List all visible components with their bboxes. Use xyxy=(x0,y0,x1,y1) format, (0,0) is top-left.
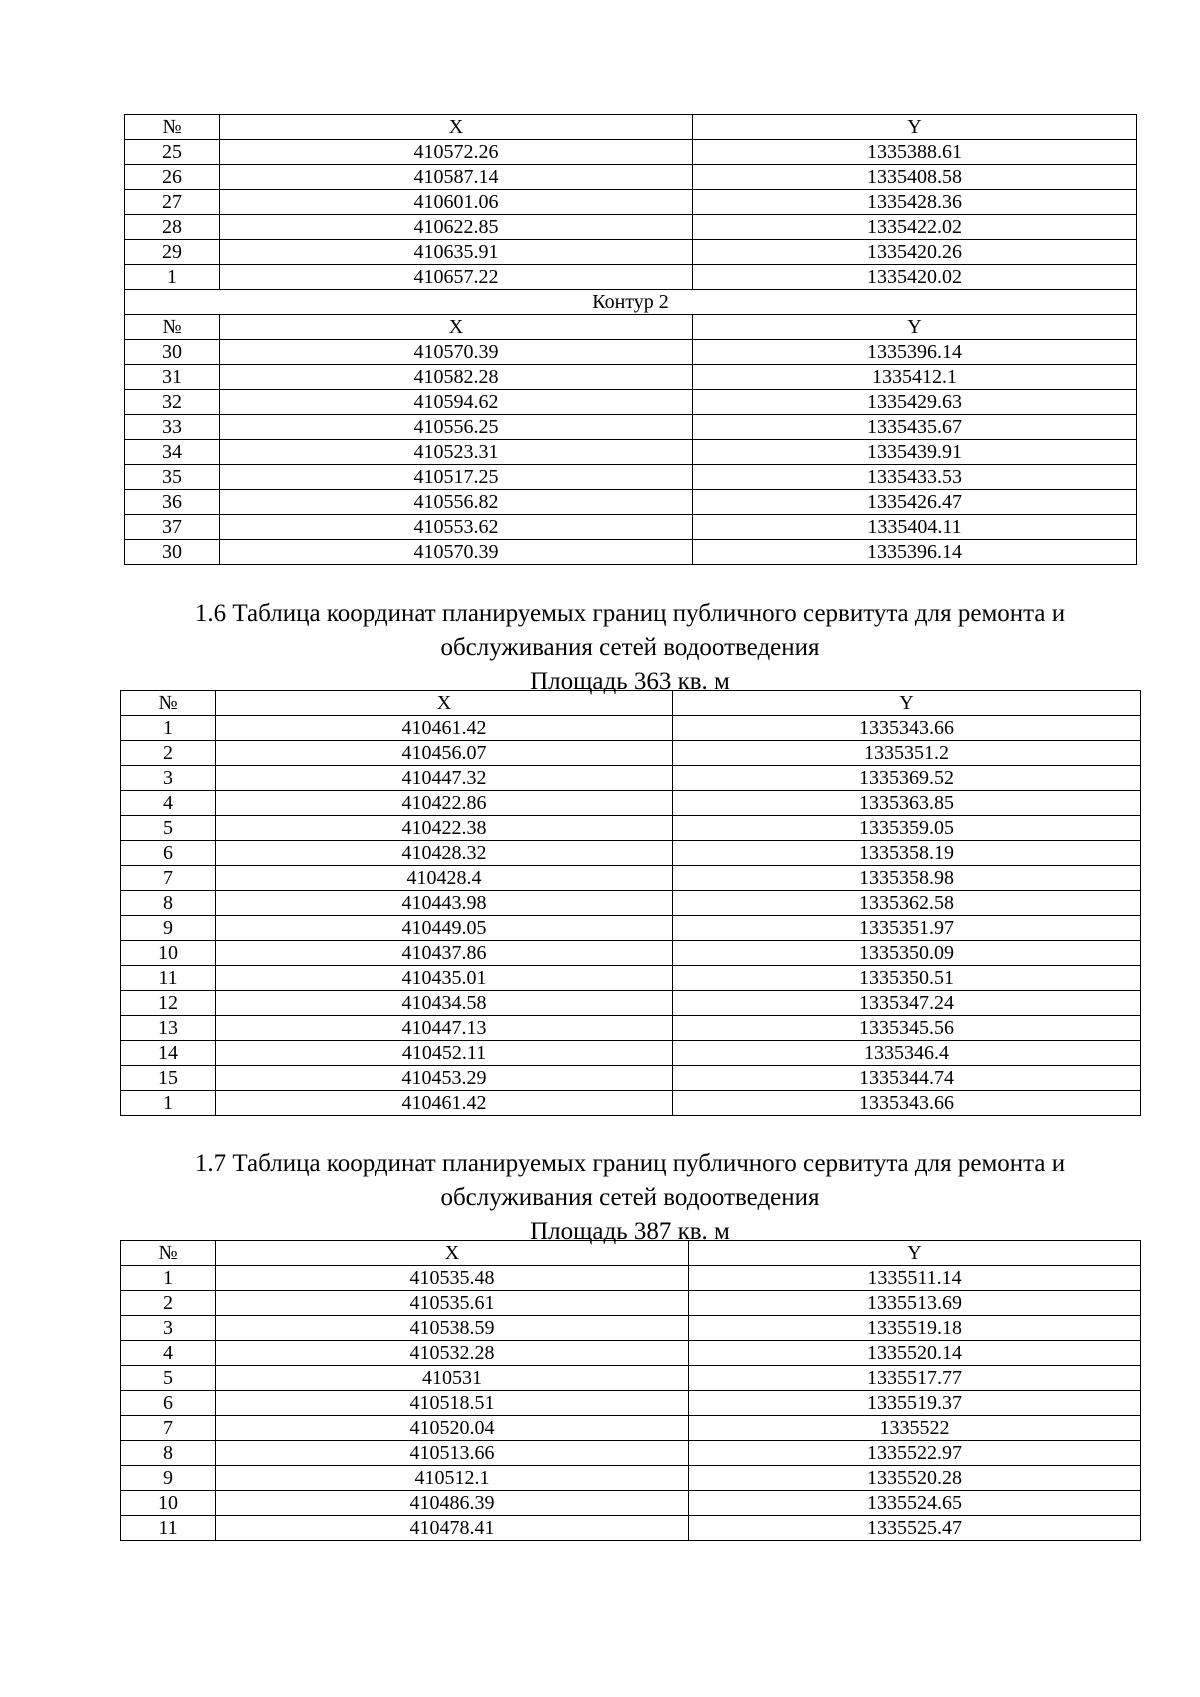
x-coordinate-cell: 410535.61 xyxy=(216,1291,689,1316)
x-coordinate-cell: 410435.01 xyxy=(216,966,673,991)
x-coordinate-cell: 410434.58 xyxy=(216,991,673,1016)
point-number-cell: 27 xyxy=(125,190,220,215)
y-coordinate-cell: 1335359.05 xyxy=(673,816,1141,841)
x-coordinate-cell: 410443.98 xyxy=(216,891,673,916)
y-coordinate-cell: 1335408.58 xyxy=(693,165,1137,190)
point-number-cell: 3 xyxy=(121,1316,216,1341)
table-row xyxy=(125,365,1137,390)
x-coordinate-cell: 410587.14 xyxy=(220,165,693,190)
x-coordinate-cell: 410452.11 xyxy=(216,1041,673,1066)
table-row xyxy=(125,415,1137,440)
coordinates-table-1-7 xyxy=(120,1240,1141,1541)
point-number-cell: 8 xyxy=(121,891,216,916)
x-coordinate-cell: 410456.07 xyxy=(216,741,673,766)
point-number-cell: 29 xyxy=(125,240,220,265)
point-number-cell: 6 xyxy=(121,841,216,866)
y-coordinate-cell: 1335522.97 xyxy=(689,1441,1141,1466)
table-row xyxy=(121,1016,1141,1041)
y-coordinate-cell: 1335358.98 xyxy=(673,866,1141,891)
point-number-cell: № xyxy=(125,315,220,340)
table-row xyxy=(125,440,1137,465)
table-header-row xyxy=(125,315,1137,340)
table-row xyxy=(121,1291,1141,1316)
point-number-cell: 2 xyxy=(121,1291,216,1316)
table-row xyxy=(121,1416,1141,1441)
y-coordinate-cell: 1335362.58 xyxy=(673,891,1141,916)
point-number-cell: 34 xyxy=(125,440,220,465)
y-coordinate-cell: 1335519.18 xyxy=(689,1316,1141,1341)
x-coordinate-cell: 410657.22 xyxy=(220,265,693,290)
y-coordinate-cell: 1335350.51 xyxy=(673,966,1141,991)
y-coordinate-cell: 1335422.02 xyxy=(693,215,1137,240)
point-number-cell: 1 xyxy=(125,265,220,290)
table-row xyxy=(121,1516,1141,1541)
x-coordinate-cell: 410538.59 xyxy=(216,1316,689,1341)
point-number-cell: 33 xyxy=(125,415,220,440)
x-coordinate-cell: 410601.06 xyxy=(220,190,693,215)
table-row xyxy=(121,1466,1141,1491)
y-coordinate-cell: Y xyxy=(693,115,1137,140)
y-coordinate-cell: 1335439.91 xyxy=(693,440,1137,465)
point-number-cell: 1 xyxy=(121,1266,216,1291)
y-coordinate-cell: 1335396.14 xyxy=(693,540,1137,565)
x-coordinate-cell: 410572.26 xyxy=(220,140,693,165)
y-coordinate-cell: 1335428.36 xyxy=(693,190,1137,215)
x-coordinate-cell: 410517.25 xyxy=(220,465,693,490)
table-row xyxy=(121,941,1141,966)
y-coordinate-cell: 1335520.28 xyxy=(689,1466,1141,1491)
table-row xyxy=(121,791,1141,816)
y-coordinate-cell: 1335525.47 xyxy=(689,1516,1141,1541)
section-1-7-title-line2: обслуживания сетей водоотведения xyxy=(440,1184,820,1211)
x-coordinate-cell: 410478.41 xyxy=(216,1516,689,1541)
y-coordinate-cell: 1335363.85 xyxy=(673,791,1141,816)
x-coordinate-cell: 410449.05 xyxy=(216,916,673,941)
y-coordinate-cell: 1335517.77 xyxy=(689,1366,1141,1391)
point-number-cell: 9 xyxy=(121,916,216,941)
coordinates-table-1-6 xyxy=(120,690,1141,1116)
point-number-cell: 11 xyxy=(121,1516,216,1541)
point-number-cell: 3 xyxy=(121,766,216,791)
point-number-cell: 10 xyxy=(121,1491,216,1516)
section-1-6-title-line2: обслуживания сетей водоотведения xyxy=(440,634,820,661)
table-row xyxy=(125,340,1137,365)
point-number-cell: 30 xyxy=(125,340,220,365)
table-row xyxy=(125,140,1137,165)
table-row xyxy=(121,766,1141,791)
table-row xyxy=(121,816,1141,841)
y-coordinate-cell: 1335519.37 xyxy=(689,1391,1141,1416)
x-coordinate-cell: 410453.29 xyxy=(216,1066,673,1091)
section-1-7-area: Площадь 387 кв. м xyxy=(530,1218,730,1245)
x-coordinate-cell: 410428.4 xyxy=(216,866,673,891)
point-number-cell: 25 xyxy=(125,140,220,165)
table-row xyxy=(121,1366,1141,1391)
y-coordinate-cell: Y xyxy=(673,691,1141,716)
x-coordinate-cell: 410447.13 xyxy=(216,1016,673,1041)
section-1-7-title-line1: 1.7 Таблица координат планируемых границ публичного сервитута для ремонта и xyxy=(194,1150,1066,1177)
x-coordinate-cell: 410556.82 xyxy=(220,490,693,515)
x-coordinate-cell: 410486.39 xyxy=(216,1491,689,1516)
x-coordinate-cell: X xyxy=(220,315,693,340)
x-coordinate-cell: 410553.62 xyxy=(220,515,693,540)
x-coordinate-cell: 410535.48 xyxy=(216,1266,689,1291)
x-coordinate-cell: 410512.1 xyxy=(216,1466,689,1491)
y-coordinate-cell: 1335345.56 xyxy=(673,1016,1141,1041)
x-coordinate-cell: 410523.31 xyxy=(220,440,693,465)
table-row xyxy=(121,891,1141,916)
x-coordinate-cell: 410428.32 xyxy=(216,841,673,866)
y-coordinate-cell: 1335350.09 xyxy=(673,941,1141,966)
y-coordinate-cell: 1335511.14 xyxy=(689,1266,1141,1291)
y-coordinate-cell: 1335369.52 xyxy=(673,766,1141,791)
point-number-cell: 4 xyxy=(121,791,216,816)
point-number-cell: 7 xyxy=(121,866,216,891)
point-number-cell: № xyxy=(125,115,220,140)
table-row xyxy=(125,490,1137,515)
point-number-cell: 4 xyxy=(121,1341,216,1366)
x-coordinate-cell: 410437.86 xyxy=(216,941,673,966)
point-number-cell: 28 xyxy=(125,215,220,240)
table-row xyxy=(125,540,1137,565)
y-coordinate-cell: 1335343.66 xyxy=(673,716,1141,741)
y-coordinate-cell: 1335429.63 xyxy=(693,390,1137,415)
x-coordinate-cell: 410622.85 xyxy=(220,215,693,240)
x-coordinate-cell: 410556.25 xyxy=(220,415,693,440)
point-number-cell: 30 xyxy=(125,540,220,565)
x-coordinate-cell: X xyxy=(216,691,673,716)
x-coordinate-cell: 410531 xyxy=(216,1366,689,1391)
y-coordinate-cell: 1335412.1 xyxy=(693,365,1137,390)
x-coordinate-cell: 410635.91 xyxy=(220,240,693,265)
table-header-row xyxy=(125,115,1137,140)
x-coordinate-cell: 410570.39 xyxy=(220,540,693,565)
point-number-cell: 12 xyxy=(121,991,216,1016)
table-row xyxy=(121,841,1141,866)
y-coordinate-cell: 1335344.74 xyxy=(673,1066,1141,1091)
y-coordinate-cell: 1335351.2 xyxy=(673,741,1141,766)
table-row xyxy=(121,916,1141,941)
y-coordinate-cell: 1335396.14 xyxy=(693,340,1137,365)
y-coordinate-cell: 1335358.19 xyxy=(673,841,1141,866)
table-row xyxy=(121,1341,1141,1366)
table-row xyxy=(125,515,1137,540)
section-1-6-title-line1: 1.6 Таблица координат планируемых границ публичного сервитута для ремонта и xyxy=(194,600,1066,627)
table-header-row xyxy=(121,691,1141,716)
point-number-cell: 32 xyxy=(125,390,220,415)
table-row xyxy=(125,465,1137,490)
x-coordinate-cell: 410582.28 xyxy=(220,365,693,390)
contour-label-row xyxy=(125,290,1137,315)
y-coordinate-cell: 1335520.14 xyxy=(689,1341,1141,1366)
table-row xyxy=(121,1441,1141,1466)
x-coordinate-cell: 410513.66 xyxy=(216,1441,689,1466)
section-1-7-heading xyxy=(100,1147,1160,1249)
x-coordinate-cell: 410422.86 xyxy=(216,791,673,816)
x-coordinate-cell: X xyxy=(216,1241,689,1266)
contour-label: Контур 2 xyxy=(125,290,1137,315)
x-coordinate-cell: 410532.28 xyxy=(216,1341,689,1366)
x-coordinate-cell: X xyxy=(220,115,693,140)
x-coordinate-cell: 410461.42 xyxy=(216,1091,673,1116)
table-row xyxy=(125,390,1137,415)
point-number-cell: 13 xyxy=(121,1016,216,1041)
point-number-cell: 1 xyxy=(121,716,216,741)
point-number-cell: 36 xyxy=(125,490,220,515)
point-number-cell: 37 xyxy=(125,515,220,540)
x-coordinate-cell: 410594.62 xyxy=(220,390,693,415)
table-row xyxy=(121,1391,1141,1416)
x-coordinate-cell: 410447.32 xyxy=(216,766,673,791)
point-number-cell: 2 xyxy=(121,741,216,766)
point-number-cell: 14 xyxy=(121,1041,216,1066)
y-coordinate-cell: 1335347.24 xyxy=(673,991,1141,1016)
table-header-row xyxy=(121,1241,1141,1266)
y-coordinate-cell: 1335433.53 xyxy=(693,465,1137,490)
section-1-6-area: Площадь 363 кв. м xyxy=(530,668,730,695)
point-number-cell: 35 xyxy=(125,465,220,490)
y-coordinate-cell: 1335420.26 xyxy=(693,240,1137,265)
table-row xyxy=(125,215,1137,240)
table-row xyxy=(121,716,1141,741)
y-coordinate-cell: 1335522 xyxy=(689,1416,1141,1441)
point-number-cell: № xyxy=(121,691,216,716)
table-row xyxy=(121,966,1141,991)
table-row xyxy=(121,1491,1141,1516)
table-row xyxy=(121,991,1141,1016)
y-coordinate-cell: 1335524.65 xyxy=(689,1491,1141,1516)
table-row xyxy=(125,265,1137,290)
point-number-cell: 5 xyxy=(121,1366,216,1391)
y-coordinate-cell: 1335388.61 xyxy=(693,140,1137,165)
table-row xyxy=(121,866,1141,891)
y-coordinate-cell: 1335343.66 xyxy=(673,1091,1141,1116)
point-number-cell: 7 xyxy=(121,1416,216,1441)
point-number-cell: 5 xyxy=(121,816,216,841)
point-number-cell: 8 xyxy=(121,1441,216,1466)
point-number-cell: 9 xyxy=(121,1466,216,1491)
point-number-cell: 11 xyxy=(121,966,216,991)
point-number-cell: 10 xyxy=(121,941,216,966)
point-number-cell: № xyxy=(121,1241,216,1266)
x-coordinate-cell: 410520.04 xyxy=(216,1416,689,1441)
point-number-cell: 15 xyxy=(121,1066,216,1091)
y-coordinate-cell: 1335420.02 xyxy=(693,265,1137,290)
y-coordinate-cell: 1335435.67 xyxy=(693,415,1137,440)
table-row xyxy=(125,240,1137,265)
y-coordinate-cell: 1335351.97 xyxy=(673,916,1141,941)
x-coordinate-cell: 410422.38 xyxy=(216,816,673,841)
table-row xyxy=(121,1266,1141,1291)
y-coordinate-cell: Y xyxy=(689,1241,1141,1266)
point-number-cell: 26 xyxy=(125,165,220,190)
point-number-cell: 6 xyxy=(121,1391,216,1416)
y-coordinate-cell: 1335404.11 xyxy=(693,515,1137,540)
point-number-cell: 1 xyxy=(121,1091,216,1116)
y-coordinate-cell: 1335346.4 xyxy=(673,1041,1141,1066)
y-coordinate-cell: 1335513.69 xyxy=(689,1291,1141,1316)
x-coordinate-cell: 410570.39 xyxy=(220,340,693,365)
y-coordinate-cell: 1335426.47 xyxy=(693,490,1137,515)
section-1-6-heading xyxy=(100,597,1160,699)
table-row xyxy=(121,1041,1141,1066)
point-number-cell: 31 xyxy=(125,365,220,390)
table-row xyxy=(121,1091,1141,1116)
table-row xyxy=(121,1316,1141,1341)
x-coordinate-cell: 410461.42 xyxy=(216,716,673,741)
table-row xyxy=(121,1066,1141,1091)
x-coordinate-cell: 410518.51 xyxy=(216,1391,689,1416)
y-coordinate-cell: Y xyxy=(693,315,1137,340)
table-row xyxy=(125,190,1137,215)
table-row xyxy=(125,165,1137,190)
coordinates-table-contour xyxy=(124,114,1137,565)
table-row xyxy=(121,741,1141,766)
